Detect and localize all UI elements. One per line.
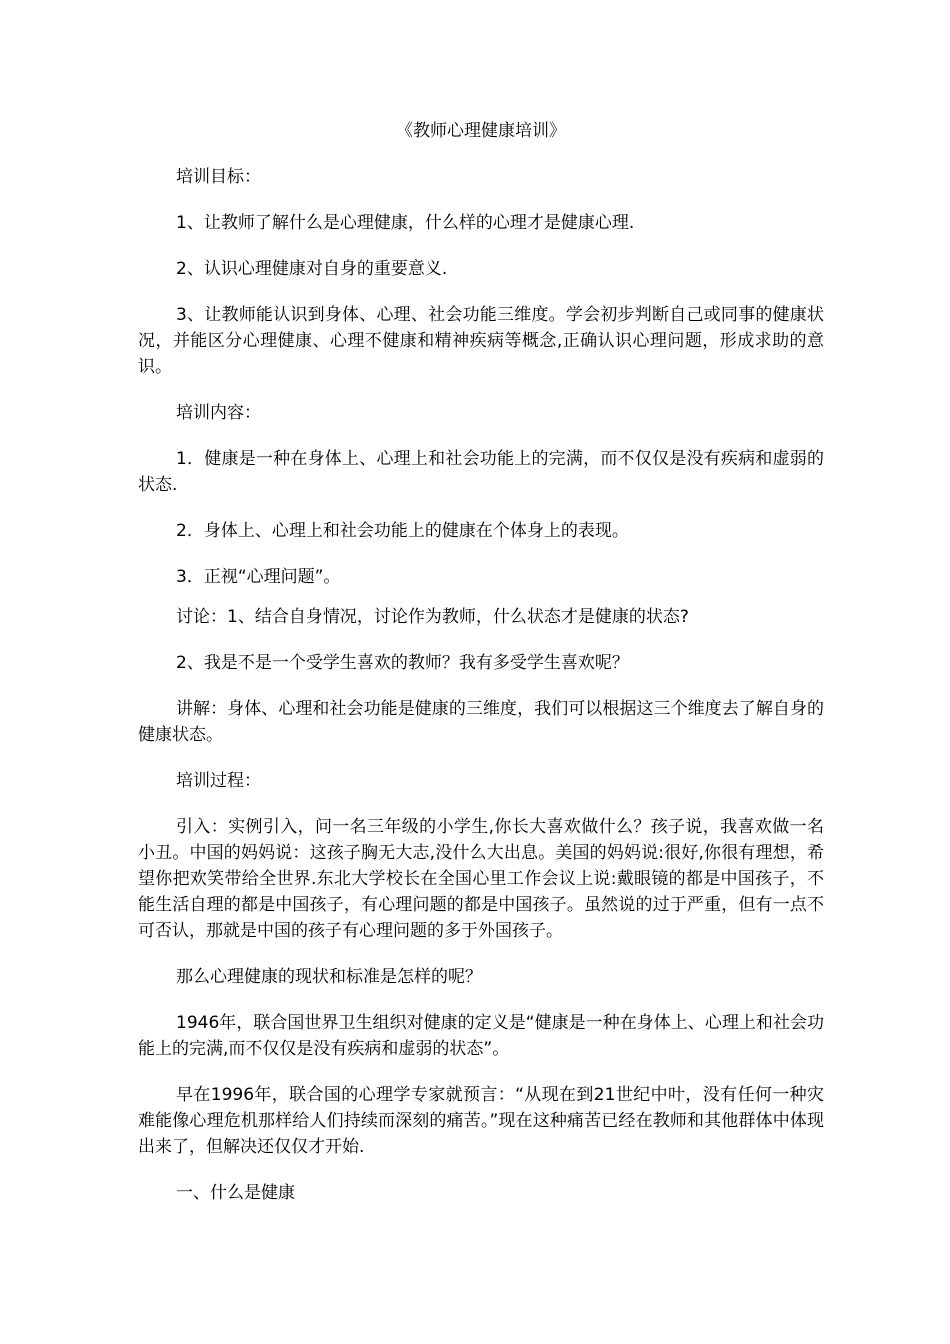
document-title: 《教师心理健康培训》 [396,121,566,141]
paragraph-section-what-is-health: 一、什么是健康 [176,1183,295,1203]
paragraph-who-definition: 1946年，联合国世界卫生组织对健康的定义是“健康是一种在身体上、心理上和社会功能上的完满,而不仅仅是没有疾病和虚弱的状态”。 [138,1013,824,1059]
paragraph-discussion-2: 2、我是不是一个受学生喜欢的教师？我有多受学生喜欢呢？ [176,653,629,673]
paragraph-content-2: 2．身体上、心理上和社会功能上的健康在个体身上的表现。 [176,521,629,541]
paragraph-goal-3: 3、让教师能认识到身体、心理、社会功能三维度。学会初步判断自己或同事的健康状况，并能区分心理健康、心理不健康和精神疾病等概念,正确认识心理问题，形成求助的意识。 [138,305,824,377]
paragraph-question: 那么心理健康的现状和标准是怎样的呢？ [176,967,482,987]
paragraph-explanation: 讲解：身体、心理和社会功能是健康的三维度，我们可以根据这三个维度去了解自身的健康状态。 [138,699,824,745]
paragraph-introduction: 引入：实例引入，问一名三年级的小学生,你长大喜欢做什么？孩子说，我喜欢做一名小丑。中国的妈妈说：这孩子胸无大志,没什么大出息。美国的妈妈说:很好,你很有理想，希望你把欢笑带给全世界.东北大学校长在全国心里工作会议上说:戴眼镜的都是中国孩子，不能生活自理的都是中国孩子，有心理问题的都是中国孩子。虽然说的过于严重，但有一点不可否认，那就是中国的孩子有心理问题的多于外国孩子。 [138,817,824,941]
paragraph-training-process-heading: 培训过程： [176,771,261,791]
paragraph-content-3: 3．正视“心理问题”。 [176,567,341,587]
paragraph-goal-1: 1、让教师了解什么是心理健康，什么样的心理才是健康心理. [176,213,635,233]
document-body [138,118,824,1226]
paragraph-goal-2: 2、认识心理健康对自身的重要意义. [176,259,448,279]
paragraph-training-goals-heading: 培训目标： [176,167,261,187]
paragraph-discussion-1: 讨论：1、结合自身情况，讨论作为教师，什么状态才是健康的状态? [176,607,689,627]
paragraph-expert-prediction: 早在1996年，联合国的心理学专家就预言：“从现在到21世纪中叶，没有任何一种灾难能像心理危机那样给人们持续而深刻的痛苦。”现在这种痛苦已经在教师和其他群体中体现出来了，但解决还仅仅才开始. [138,1085,824,1157]
paragraph-training-content-heading: 培训内容： [176,403,261,423]
paragraph-content-1: 1．健康是一种在身体上、心理上和社会功能上的完满，而不仅仅是没有疾病和虚弱的状态. [138,449,824,495]
